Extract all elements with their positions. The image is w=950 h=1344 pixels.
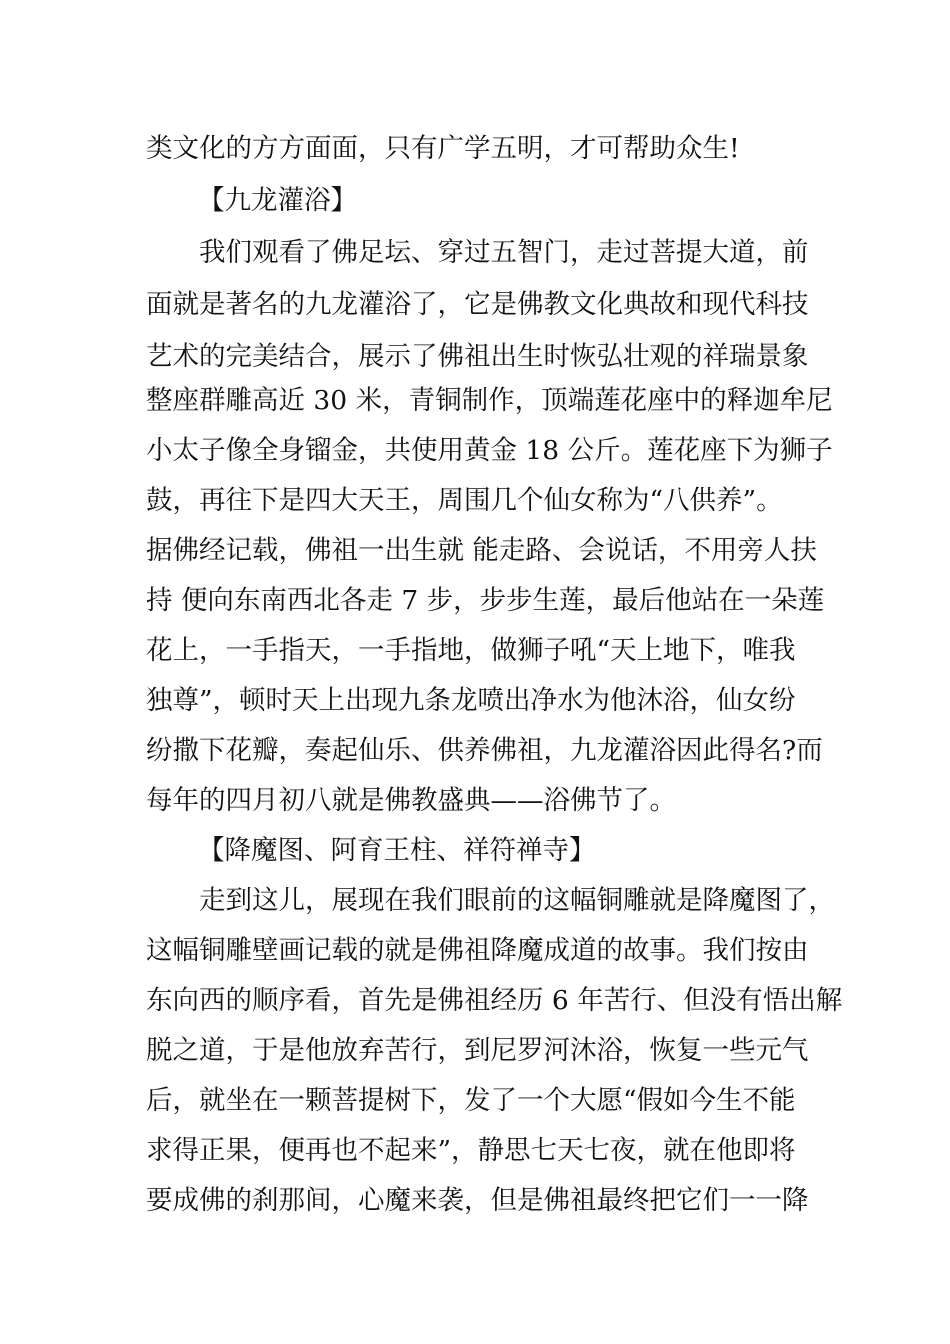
text-line-1: 类文化的方方面面，只有广学五明，才可帮助众生! bbox=[146, 133, 740, 164]
text-line-3: 我们观看了佛足坛、穿过五智门，走过菩提大道，前 bbox=[199, 237, 809, 268]
text-line-19: 脱之道，于是他放弃苦行，到尼罗河沐浴，恢复一些元气 bbox=[146, 1035, 809, 1066]
text-line-13: 纷撒下花瓣，奏起仙乐、供养佛祖，九龙灌浴因此得名?而 bbox=[146, 735, 823, 766]
text-line-5: 艺术的完美结合，展示了佛祖出生时恢弘壮观的祥瑞景象 bbox=[146, 341, 809, 372]
text-line-10: 持 便向东南西北各走 7 步，步步生莲，最后他站在一朵莲 bbox=[146, 585, 825, 616]
text-line-14: 每年的四月初八就是佛教盛典——浴佛节了。 bbox=[146, 785, 676, 816]
text-line-4: 面就是著名的九龙灌浴了，它是佛教文化典故和现代科技 bbox=[146, 289, 809, 320]
text-line-16: 走到这儿，展现在我们眼前的这幅铜雕就是降魔图了， bbox=[199, 885, 835, 916]
text-line-11: 花上，一手指天，一手指地，做狮子吼“天上地下，唯我 bbox=[146, 635, 796, 666]
text-line-21: 求得正果，便再也不起来”，静思七天七夜，就在他即将 bbox=[146, 1135, 796, 1166]
text-line-17: 这幅铜雕壁画记载的就是佛祖降魔成道的故事。我们按由 bbox=[146, 935, 809, 966]
text-line-7: 小太子像全身镏金，共使用黄金 18 公斤。莲花座下为狮子 bbox=[146, 435, 833, 466]
text-line-18: 东向西的顺序看，首先是佛祖经历 6 年苦行、但没有悟出解 bbox=[146, 985, 843, 1016]
text-line-8: 鼓，再往下是四大天王，周围几个仙女称为“八供养”。 bbox=[146, 485, 783, 516]
text-line-12: 独尊”，顿时天上出现九条龙喷出净水为他沐浴，仙女纷 bbox=[146, 685, 796, 716]
text-line-22: 要成佛的刹那间，心魔来袭，但是佛祖最终把它们一一降 bbox=[146, 1185, 809, 1216]
text-line-6: 整座群雕高近 30 米，青铜制作，顶端莲花座中的释迦牟尼 bbox=[146, 385, 833, 416]
text-line-20: 后，就坐在一颗菩提树下，发了一个大愿“假如今生不能 bbox=[146, 1085, 796, 1116]
section-heading-jiulong: 【九龙灌浴】 bbox=[198, 185, 357, 216]
text-line-9: 据佛经记载，佛祖一出生就 能走路、会说话，不用旁人扶 bbox=[146, 535, 817, 566]
section-heading-xiangmo: 【降魔图、阿育王柱、祥符禅寺】 bbox=[198, 835, 596, 866]
